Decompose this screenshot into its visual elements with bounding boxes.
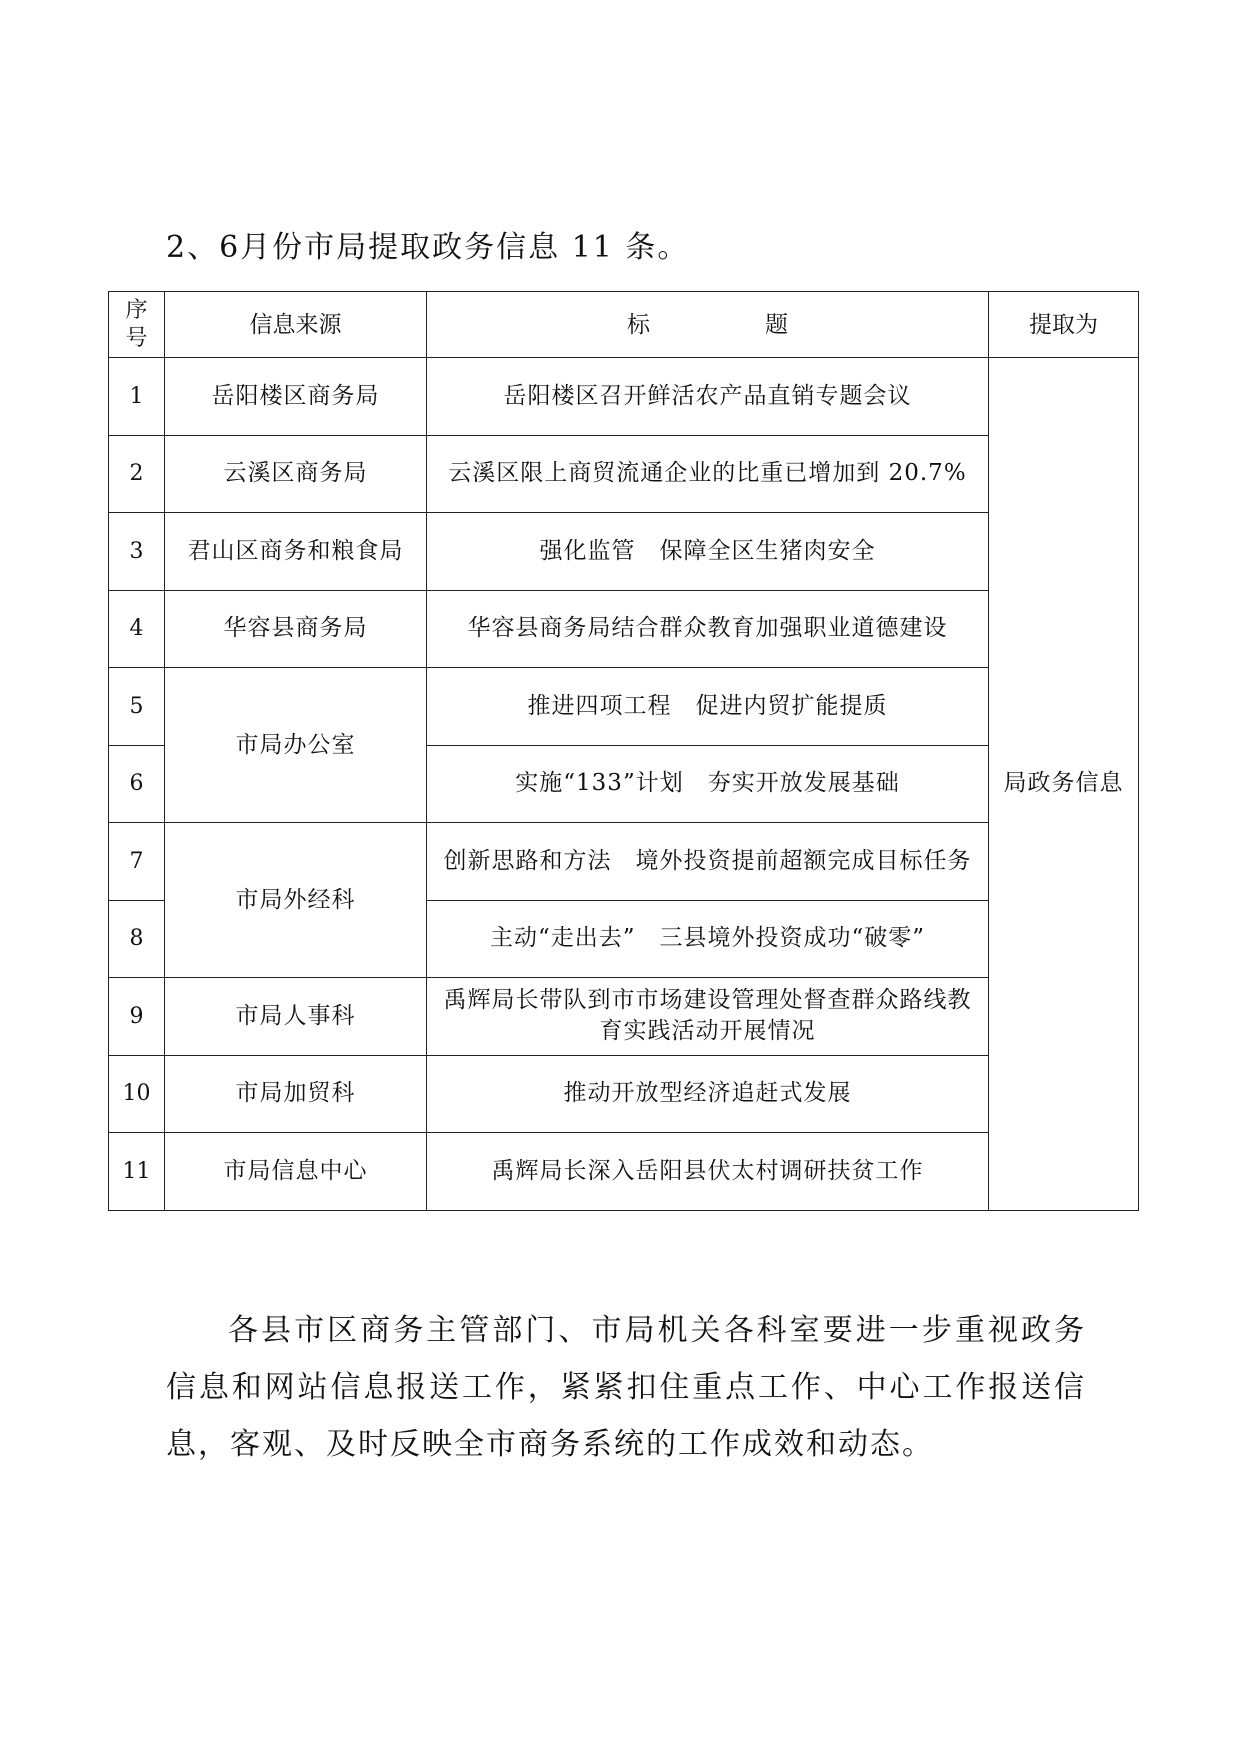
row-source: 市局外经科 [165, 823, 427, 978]
row-seq: 9 [109, 978, 165, 1056]
table-row [109, 590, 1139, 668]
table-row [109, 668, 1139, 746]
header-title: 标 题 [427, 292, 989, 358]
table-header-row [109, 292, 1139, 358]
row-source: 市局信息中心 [165, 1133, 427, 1211]
closing-paragraph: 各县市区商务主管部门、市局机关各科室要进一步重视政务信息和网站信息报送工作，紧紧扣住重点工作、中心工作报送信息，客观、及时反映全市商务系统的工作成效和动态。 [166, 1313, 1086, 1462]
row-seq: 4 [109, 590, 165, 668]
table-row [109, 513, 1139, 591]
header-seq-line1: 序 [125, 297, 148, 323]
header-extract: 提取为 [989, 292, 1139, 358]
row-seq: 1 [109, 358, 165, 436]
row-title: 创新思路和方法 境外投资提前超额完成目标任务 [427, 823, 989, 901]
row-source: 岳阳楼区商务局 [165, 358, 427, 436]
row-title: 云溪区限上商贸流通企业的比重已增加到 20.7% [427, 435, 989, 513]
row-title: 主动“走出去” 三县境外投资成功“破零” [427, 900, 989, 978]
row-seq: 2 [109, 435, 165, 513]
table-row [109, 1133, 1139, 1211]
row-seq: 8 [109, 900, 165, 978]
row-title: 岳阳楼区召开鲜活农产品直销专题会议 [427, 358, 989, 436]
row-seq: 5 [109, 668, 165, 746]
row-source: 市局加贸科 [165, 1055, 427, 1133]
row-title: 强化监管 保障全区生猪肉安全 [427, 513, 989, 591]
row-title: 实施“133”计划 夯实开放发展基础 [427, 745, 989, 823]
table-row [109, 978, 1139, 1056]
row-seq: 3 [109, 513, 165, 591]
row-seq: 11 [109, 1133, 165, 1211]
table-row [109, 1055, 1139, 1133]
row-title: 推动开放型经济追赶式发展 [427, 1055, 989, 1133]
section-heading: 2、6月份市局提取政务信息 11 条。 [166, 230, 690, 265]
row-title: 华容县商务局结合群众教育加强职业道德建设 [427, 590, 989, 668]
table-row [109, 358, 1139, 436]
info-table [108, 291, 1139, 1211]
row-seq: 10 [109, 1055, 165, 1133]
row-title: 禹辉局长深入岳阳县伏太村调研扶贫工作 [427, 1133, 989, 1211]
extract-type-cell: 局政务信息 [989, 358, 1139, 1211]
header-seq [109, 292, 165, 358]
header-source: 信息来源 [165, 292, 427, 358]
table-row [109, 823, 1139, 901]
row-source: 君山区商务和粮食局 [165, 513, 427, 591]
row-title: 禹辉局长带队到市市场建设管理处督查群众路线教育实践活动开展情况 [427, 978, 989, 1056]
header-seq-line2: 号 [125, 325, 148, 351]
row-seq: 7 [109, 823, 165, 901]
row-seq: 6 [109, 745, 165, 823]
table-row [109, 435, 1139, 513]
row-source: 市局办公室 [165, 668, 427, 823]
row-source: 市局人事科 [165, 978, 427, 1056]
row-source: 华容县商务局 [165, 590, 427, 668]
row-title: 推进四项工程 促进内贸扩能提质 [427, 668, 989, 746]
row-source: 云溪区商务局 [165, 435, 427, 513]
